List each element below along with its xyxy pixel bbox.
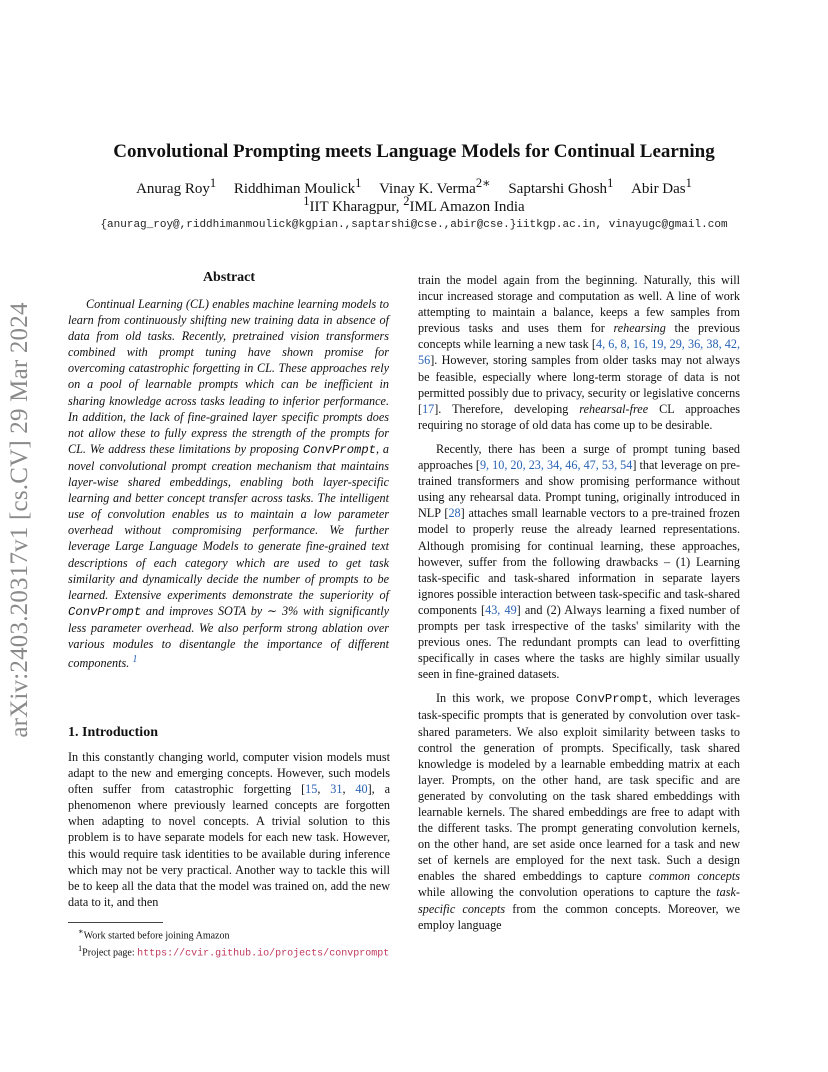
footnote: ∗Work started before joining Amazon — [78, 927, 230, 942]
citation-link[interactable]: 40 — [355, 782, 368, 797]
author: Anurag Roy$^1$ — [136, 176, 217, 197]
citation-link[interactable]: 17 — [422, 401, 435, 416]
author: Abir Das$^1$ — [631, 176, 692, 197]
author-emails: {anurag_roy@,riddhimanmoulick@kgpian.,saptarshi@cse.,abir@cse.}iitkgp.ac.in, vinayugc@gmail.com — [100, 219, 728, 231]
citation-link[interactable]: 31 — [330, 782, 343, 797]
footnote-link[interactable]: 1 — [132, 654, 138, 666]
paragraph: train the model again from the beginning. Naturally, this will incur increased storage and computation as well. A line of work attempting to maintain a balance, keeps a few samples from previous tasks and uses them for rehearsing the previous concepts while learning a new task [4, 6, 8, 16, 19, 29, 36, 38, 42, 56]. However, storing samples from older tasks may not always be feasible, especially where long-term storage of data is not permitted possibly due to privacy, security or legislative concerns [17]. Therefore, developing rehearsal-free CL approaches requiring no storage of old data has come up to be desirable. — [418, 273, 741, 432]
author: Saptarshi Ghosh$^1$ — [508, 176, 614, 197]
affiliations: $^1$IIT Kharagpur, $^2$IML Amazon India — [303, 194, 525, 215]
citation-link[interactable]: 43, 49 — [485, 602, 517, 617]
citation-link[interactable]: 4, 6, 8, 16, 19, 29, 36, 38, 42, 56 — [418, 337, 741, 368]
paper-title: Convolutional Prompting meets Language Models for Continual Learning — [113, 141, 715, 162]
abstract-text: Continual Learning (CL) enables machine learning models to learn from continuously shifting new training data in absence of data from old tasks. Recently, pretrained vision transformers combined with prompt tuning have shown promise for overcoming catastrophic forgetting in CL. These approaches rely on a pool of learnable prompts which can be inefficient in sharing knowledge across tasks leading to inferior performance. In addition, the lack of fine-grained layer specific prompts does not allow these to fully express the strength of the prompts for CL. We address these limitations by proposing ConvPrompt, a novel convolutional prompt creation mechanism that maintains layer-wise shared embeddings, enabling both layer-specific learning and better concept transfer across tasks. The intelligent use of convolution enables us to maintain a low parameter overhead without compromising performance. We further leverage Large Language Models to generate fine-grained text descriptions of each category which are used to get task similarity and dynamically decide the number of prompts to be learned. Extensive experiments demonstrate the superiority of ConvPrompt and improves SOTA by ∼ 3% with significantly less parameter overhead. We also perform strong ablation over various modules to disentangle the importance of different components. $^1$ — [68, 297, 390, 671]
project-page-link[interactable]: https://cvir.github.io/projects/convprompt — [137, 948, 390, 960]
introduction-text: In this constantly changing world, computer vision models must adapt to the new and emerging concepts. However, such models often suffer from catastrophic forgetting [15, 31, 40], a phenomenon where previously learned concepts are forgotten when adapting to novel concepts. A trivial solution to this problem is to have separate models for each new task. However, this would require task identities to be available during inference which may not be very practical. Another way to tackle this will be to keep all the data that the model was trained on, add the new data to it, and then — [68, 750, 390, 909]
section-heading-introduction: 1. Introduction — [68, 725, 158, 740]
footnotes — [68, 925, 390, 961]
footnote: $^1$Project page: https://cvir.github.io/projects/convprompt — [78, 944, 390, 960]
citation-link[interactable]: 15 — [305, 782, 318, 797]
arxiv-identifier: arXiv:2403.20317v1 [cs.CV] 29 Mar 2024 — [6, 302, 33, 738]
footnote-divider — [68, 922, 163, 923]
author: Vinay K. Verma$^{2∗}$ — [379, 176, 491, 197]
paragraph: Recently, there has been a surge of prompt tuning based approaches [9, 10, 20, 23, 34, 46, 47, 53, 54] that leverage on pre-trained transformers and show promising performance without using any rehearsal data. Prompt tuning, originally introduced in NLP [28] attaches small learnable vectors to a pre-trained frozen model to properly reuse the already learned representations. Although promising for continual learning, these approaches, however, suffer from the following drawbacks – (1) Learning task-specific and task-shared information in separate layers ignores possible interaction between task-specific and task-shared components [43, 49] and (2) Always learning a fixed number of prompts per task irrespective of the tasks' similarity with the previous ones. The redundant prompts can lead to overfitting specifically in cases where the tasks are highly similar usually seen in fine-grained datasets. — [418, 441, 741, 682]
citation-link[interactable]: 9, 10, 20, 23, 34, 46, 47, 53, 54 — [479, 458, 633, 473]
citation-link[interactable]: 28 — [448, 506, 461, 521]
author: Riddhiman Moulick$^1$ — [233, 176, 362, 197]
abstract-heading: Abstract — [202, 270, 256, 285]
right-column-text — [418, 272, 740, 933]
paragraph: In this work, we propose ConvPrompt, which leverages task-specific prompts that is generated by convolution over task-shared parameters. We also exploit similarity between tasks to control the generation of prompts. Specifically, task shared knowledge is modeled by a learnable embedding matrix at each layer. Prompts, on the other hand, are task specific and are generated by convoluting on the task shared embeddings with learnable kernels. The shared embeddings are free to adapt with the different tasks. The prompt generating convolution kernels, on the other hand, are set aside once learned for a task and new set of kernels are employed for the next task. Such a design enables the shared embeddings to capture common concepts while allowing the convolution operations to capture the task-specific concepts from the common concepts. Moreover, we employ language — [418, 691, 741, 932]
